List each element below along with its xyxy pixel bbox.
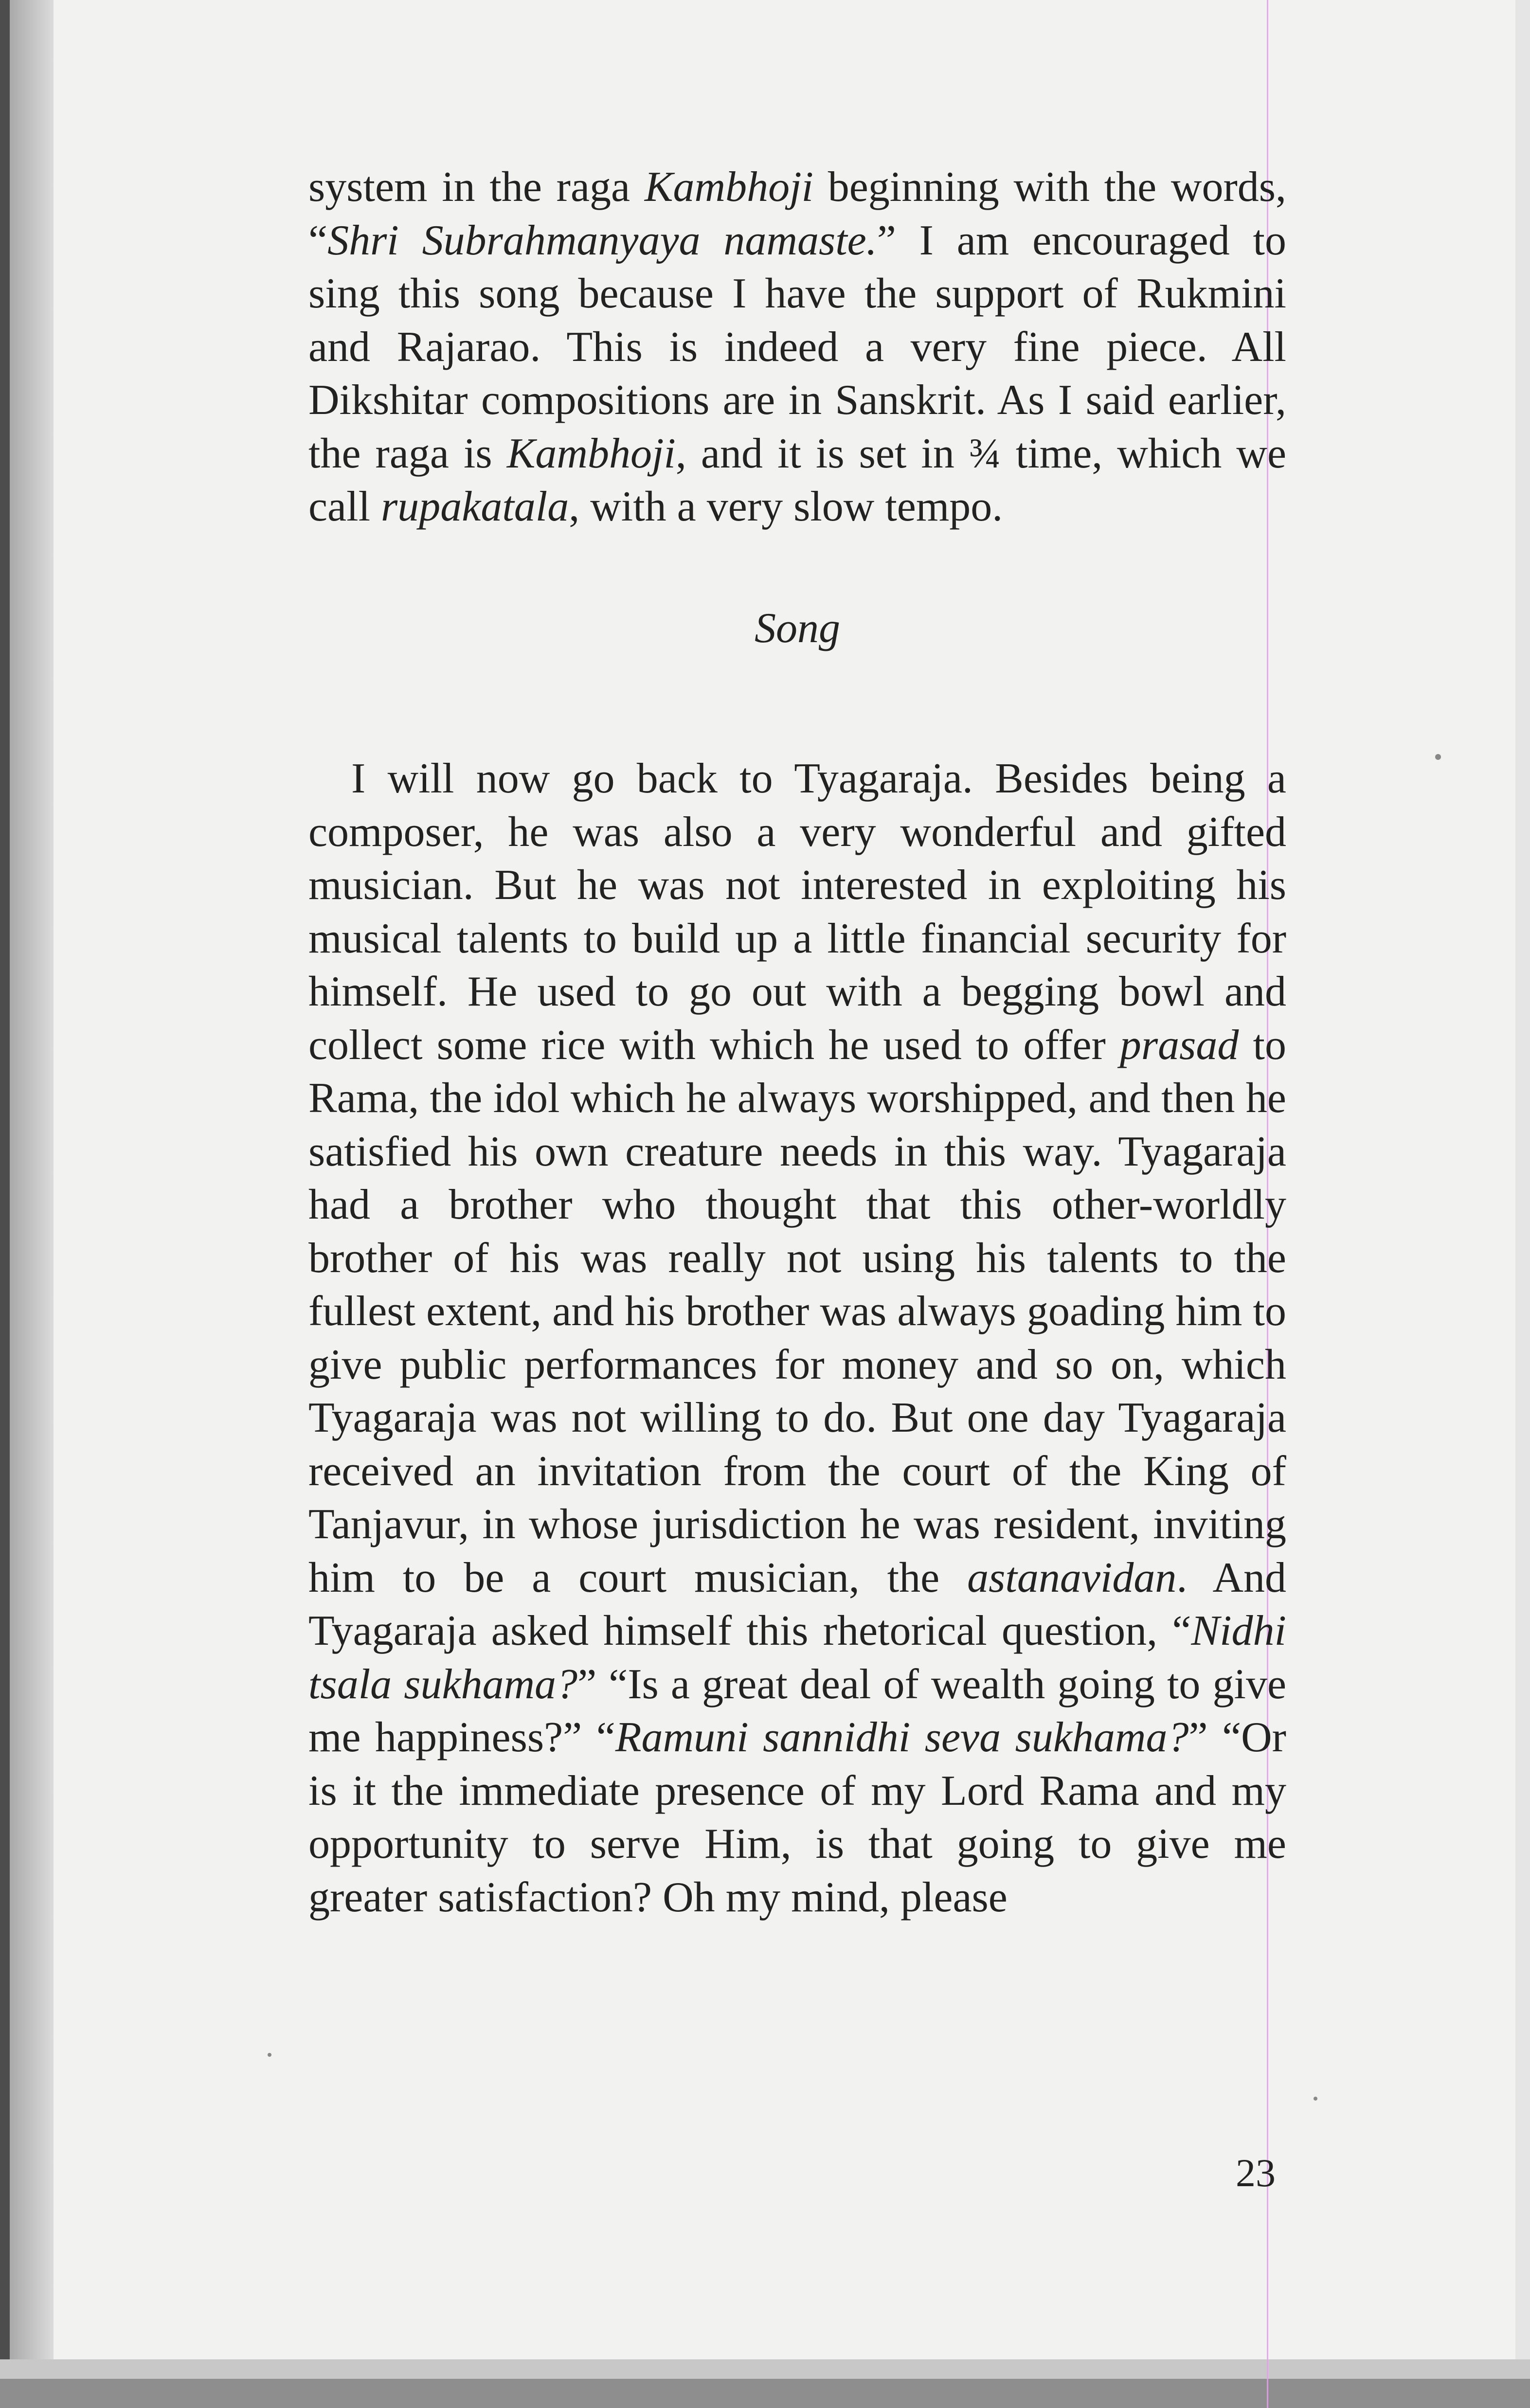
scan-speck — [1435, 754, 1441, 760]
text-run: system in the raga — [308, 163, 645, 211]
italic-term: Shri Subrahmanyaya namaste. — [327, 216, 877, 264]
page-body — [308, 161, 1286, 1924]
paragraph-intro — [308, 161, 1286, 534]
italic-term: Kambhoji — [644, 163, 813, 211]
paragraph-tyagaraja — [308, 752, 1286, 1924]
text-run: to Rama, the idol which he always worshipped, and then he satisfied his own creature needs in this way. Tyagaraja had a brother who thought that this other-worldly brother of his was really not using his talents to the fullest extent, and his brother was always goading him to give public performances for money and so on, which Tyagaraja was not willing to do. But one day Tyagaraja received an invitation from the court of the King of Tanjavur, in whose jurisdiction he was resident, inviting him to be a court musician, the — [308, 1021, 1286, 1601]
italic-term: prasad — [1119, 1021, 1239, 1069]
section-heading: Song — [755, 604, 840, 652]
text-run: beginning with the words, “ — [308, 163, 1286, 264]
text-run: . And Tyagaraja asked himself this rhetorical question, “ — [308, 1554, 1286, 1654]
text-run: ” “Or is it the immediate presence of my Lord Rama and my opportunity to serve Him, is that going to give me greater satisfaction? Oh my mind, please — [308, 1714, 1286, 1921]
text-run: , with a very slow tempo. — [569, 483, 1003, 530]
italic-term: rupakatala — [381, 483, 569, 530]
text-run: , and it is set in ¾ time, which we call — [308, 430, 1286, 530]
page-number: 23 — [1236, 2151, 1276, 2195]
section-gap — [308, 655, 1286, 752]
text-run: ” I am encouraged to sing this song because I have the support of Rukmini and Rajarao. This is indeed a very fine piece. All Dikshitar compositions are in Sanskrit. As I said earlier, the raga is — [308, 216, 1286, 477]
italic-term: Ramuni sannidhi seva sukhama? — [615, 1714, 1189, 1761]
scan-edge-right — [1515, 0, 1530, 2408]
scan-speck — [1314, 2097, 1317, 2101]
scan-speck — [268, 2053, 271, 2057]
italic-term: astanavidan — [967, 1554, 1177, 1601]
scan-edge-left — [0, 0, 10, 2408]
scan-shadow-left — [10, 0, 54, 2408]
scan-edge-bottom-dark — [0, 2379, 1530, 2408]
text-run: ” “Is a great deal of wealth going to give me happiness?” “ — [308, 1660, 1286, 1761]
italic-term: Nidhi tsala sukhama? — [308, 1607, 1286, 1708]
text-run: I will now go back to Tyagaraja. Besides being a composer, he was also a very wonderful and gifted musician. But he was not interested in exploiting his musical talents to build up a little financial security for himself. He used to go out with a begging bowl and collect some rice with which he used to offer — [308, 755, 1286, 1069]
italic-term: Kambhoji — [506, 430, 676, 477]
